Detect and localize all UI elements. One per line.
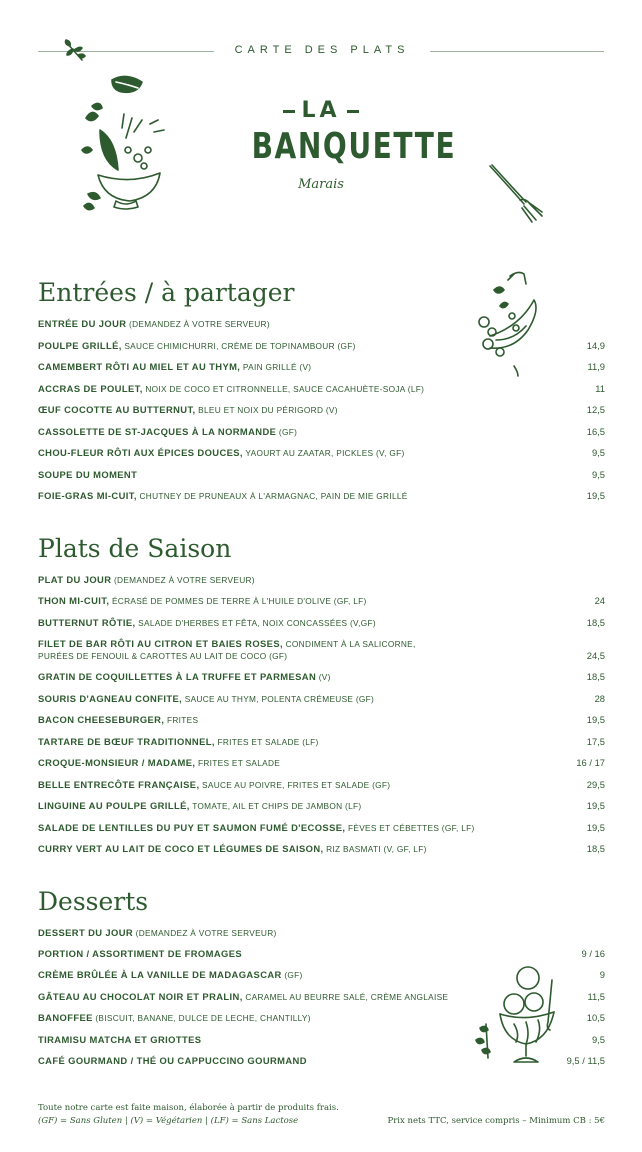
item-desc: TOMATE, AIL ET CHIPS DE JAMBON (LF): [189, 801, 362, 811]
menu-item: [38, 638, 605, 662]
menu-item: [38, 1012, 605, 1024]
item-name: DESSERT DU JOUR: [38, 927, 134, 938]
logo-dash-right: [347, 110, 359, 113]
item-price: 11,5: [587, 991, 605, 1002]
logo-dash-left: [283, 110, 295, 113]
item-desc: CARAMEL AU BEURRE SALÉ, CRÈME ANGLAISE: [242, 992, 449, 1002]
item-desc: (GF): [276, 427, 298, 437]
item-name: THON MI-CUIT,: [38, 595, 110, 606]
item-name: TIRAMISU MATCHA ET GRIOTTES: [38, 1034, 202, 1045]
item-name: SALADE DE LENTILLES DU PUY ET SAUMON FUMÉ D'ECOSSE,: [38, 822, 346, 833]
footer-pricing-note: Prix nets TTC, service compris – Minimum CB : 5€: [387, 1116, 605, 1126]
item-price: 9,5: [591, 447, 605, 458]
item-desc: (DEMANDEZ À VOTRE SERVEUR): [111, 575, 255, 585]
menu-item: [38, 469, 605, 481]
menu-item: [38, 617, 605, 629]
menu-item: [38, 757, 605, 769]
fork-icon: [488, 164, 546, 226]
salad-bowl-illustration: [78, 70, 168, 215]
item-name: PLAT DU JOUR: [38, 574, 112, 585]
item-name: CHOU-FLEUR RÔTI AUX ÉPICES DOUCES,: [38, 447, 243, 458]
item-price: 9,5 / 11,5: [566, 1055, 605, 1066]
logo-la-text: LA: [301, 98, 341, 123]
item-price: 12,5: [586, 404, 605, 415]
menu-item: [38, 1034, 605, 1046]
item-desc: BLEU ET NOIX DU PÉRIGORD (V): [195, 405, 338, 415]
item-name: POULPE GRILLÉ,: [38, 340, 122, 351]
herb-sprig-icon: [62, 38, 88, 64]
item-name: CRÈME BRÛLÉE À LA VANILLE DE MADAGASCAR: [38, 969, 282, 980]
item-desc: NOIX DE COCO ET CITRONNELLE, SAUCE CACAHUÈTE-SOJA (LF): [142, 384, 425, 394]
item-name: BACON CHEESEBURGER,: [38, 714, 165, 725]
item-desc: RIZ BASMATI (V, GF, LF): [323, 844, 427, 854]
item-price: 16 / 17: [576, 757, 605, 768]
menu-item: [38, 447, 605, 459]
menu-item: [38, 779, 605, 791]
item-name: BANOFFEE: [38, 1012, 93, 1023]
item-name: CAFÉ GOURMAND / THÉ OU CAPPUCCINO GOURMAND: [38, 1055, 307, 1066]
item-desc: (GF): [281, 970, 303, 980]
item-name: BUTTERNUT RÔTIE,: [38, 617, 136, 628]
item-desc: SALADE D'HERBES ET FÊTA, NOIX CONCASSÉES (V,GF): [135, 618, 376, 628]
item-desc: PAIN GRILLÉ (V): [240, 362, 312, 372]
item-price: 11,9: [587, 361, 605, 372]
item-desc: (BISCUIT, BANANE, DULCE DE LECHE, CHANTILLY): [92, 1013, 311, 1023]
item-price: 19,5: [586, 800, 605, 811]
item-price: 9: [599, 969, 605, 980]
footer-line-1: Toute notre carte est faite maison, élaborée à partir de produits frais.: [38, 1103, 339, 1113]
menu-item: [38, 574, 605, 586]
item-name: CROQUE-MONSIEUR / MADAME,: [38, 757, 196, 768]
item-name: SOUPE DU MOMENT: [38, 469, 138, 480]
item-price: 11: [595, 383, 605, 394]
item-price: 10,5: [586, 1012, 605, 1023]
menu-item: [38, 948, 605, 960]
item-price: 28: [594, 693, 605, 704]
menu-item: [38, 490, 605, 502]
item-desc: FRITES ET SALADE: [195, 758, 281, 768]
item-price: 17,5: [586, 736, 605, 747]
item-price: 16,5: [586, 426, 605, 437]
item-name: PORTION / ASSORTIMENT DE FROMAGES: [38, 948, 243, 959]
item-name: GRATIN DE COQUILLETTES À LA TRUFFE ET PARMESAN: [38, 671, 317, 682]
logo-name: BANQUETTE: [251, 126, 457, 167]
item-price: 19,5: [586, 490, 605, 501]
item-price: 18,5: [586, 671, 605, 682]
item-name: FOIE-GRAS MI-CUIT,: [38, 490, 137, 501]
item-price: 18,5: [586, 617, 605, 628]
item-desc: ÉCRASÉ DE POMMES DE TERRE À L'HUILE D'OLIVE (GF, LF): [109, 596, 367, 606]
menu-item: [38, 822, 605, 834]
menu-item: [38, 736, 605, 748]
item-name: SOURIS D'AGNEAU CONFITE,: [38, 693, 183, 704]
menu-item: [38, 318, 605, 330]
menu-item: [38, 927, 605, 939]
menu-item: [38, 340, 605, 352]
menu-item: [38, 1055, 605, 1067]
header-rule-right: [430, 51, 604, 52]
item-name: CASSOLETTE DE ST-JACQUES À LA NORMANDE: [38, 426, 277, 437]
item-desc: CHUTNEY DE PRUNEAUX À L'ARMAGNAC, PAIN DE MIE GRILLÉ: [136, 491, 408, 501]
item-desc-line2: PURÉES DE FENOUIL & CAROTTES AU LAIT DE COCO (GF): [38, 651, 288, 661]
item-desc: YAOURT AU ZAATAR, PICKLES (V, GF): [242, 448, 405, 458]
item-desc: FRITES: [164, 715, 199, 725]
item-name: ŒUF COCOTTE AU BUTTERNUT,: [38, 404, 196, 415]
menu-item: [38, 800, 605, 812]
menu-item: [38, 595, 605, 607]
item-name: ACCRAS DE POULET,: [38, 383, 143, 394]
item-name: LINGUINE AU POULPE GRILLÉ,: [38, 800, 190, 811]
item-name: FILET DE BAR RÔTI AU CITRON ET BAIES ROSES,: [38, 638, 283, 649]
menu-item: [38, 671, 605, 683]
item-name: BELLE ENTRECÔTE FRANÇAISE,: [38, 779, 200, 790]
menu-heading: CARTE DES PLATS: [234, 44, 410, 56]
item-desc: SAUCE CHIMICHURRI, CRÈME DE TOPINAMBOUR (GF): [121, 341, 356, 351]
item-desc: (DEMANDEZ À VOTRE SERVEUR): [133, 928, 277, 938]
menu-item: [38, 383, 605, 395]
item-price: 9,5: [591, 469, 605, 480]
menu-item: [38, 714, 605, 726]
item-price: 9 / 16: [581, 948, 605, 959]
menu-item: [38, 426, 605, 438]
section-title-plats: Plats de Saison: [38, 534, 232, 563]
footer-line-2: (GF) = Sans Gluten | (V) = Végétarien | (LF) = Sans Lactose: [38, 1116, 299, 1126]
section-title-desserts: Desserts: [38, 887, 149, 916]
item-desc: (DEMANDEZ À VOTRE SERVEUR): [126, 319, 270, 329]
item-price: 18,5: [586, 843, 605, 854]
item-desc: FÈVES ET CÉBETTES (GF, LF): [345, 823, 475, 833]
item-name: TARTARE DE BŒUF TRADITIONNEL,: [38, 736, 215, 747]
item-price: 19,5: [586, 714, 605, 725]
item-price: 29,5: [586, 779, 605, 790]
item-name: GÂTEAU AU CHOCOLAT NOIR ET PRALIN,: [38, 991, 243, 1002]
item-price: 9,5: [591, 1034, 605, 1045]
item-price: 14,9: [586, 340, 605, 351]
logo-subtitle: Marais: [298, 177, 344, 192]
menu-item: [38, 693, 605, 705]
item-name: CAMEMBERT RÔTI AU MIEL ET AU THYM,: [38, 361, 241, 372]
item-price: 24,5: [586, 650, 605, 661]
item-name: CURRY VERT AU LAIT DE COCO ET LÉGUMES DE SAISON,: [38, 843, 324, 854]
item-desc: CONDIMENT À LA SALICORNE,: [283, 639, 416, 649]
item-price: 19,5: [586, 822, 605, 833]
footer-note: [38, 1102, 339, 1128]
item-desc: SAUCE AU THYM, POLENTA CRÉMEUSE (GF): [182, 694, 375, 704]
item-desc: (V): [316, 672, 331, 682]
item-name: ENTRÉE DU JOUR: [38, 318, 127, 329]
item-desc: SAUCE AU POIVRE, FRITES ET SALADE (GF): [199, 780, 391, 790]
menu-item: [38, 404, 605, 416]
menu-item: [38, 991, 605, 1003]
section-title-entrees: Entrées / à partager: [38, 278, 295, 307]
item-price: 24: [594, 595, 605, 606]
logo-la: [232, 98, 410, 123]
menu-item: [38, 843, 605, 855]
menu-item: [38, 361, 605, 373]
menu-item: [38, 969, 605, 981]
item-desc: FRITES ET SALADE (LF): [214, 737, 319, 747]
